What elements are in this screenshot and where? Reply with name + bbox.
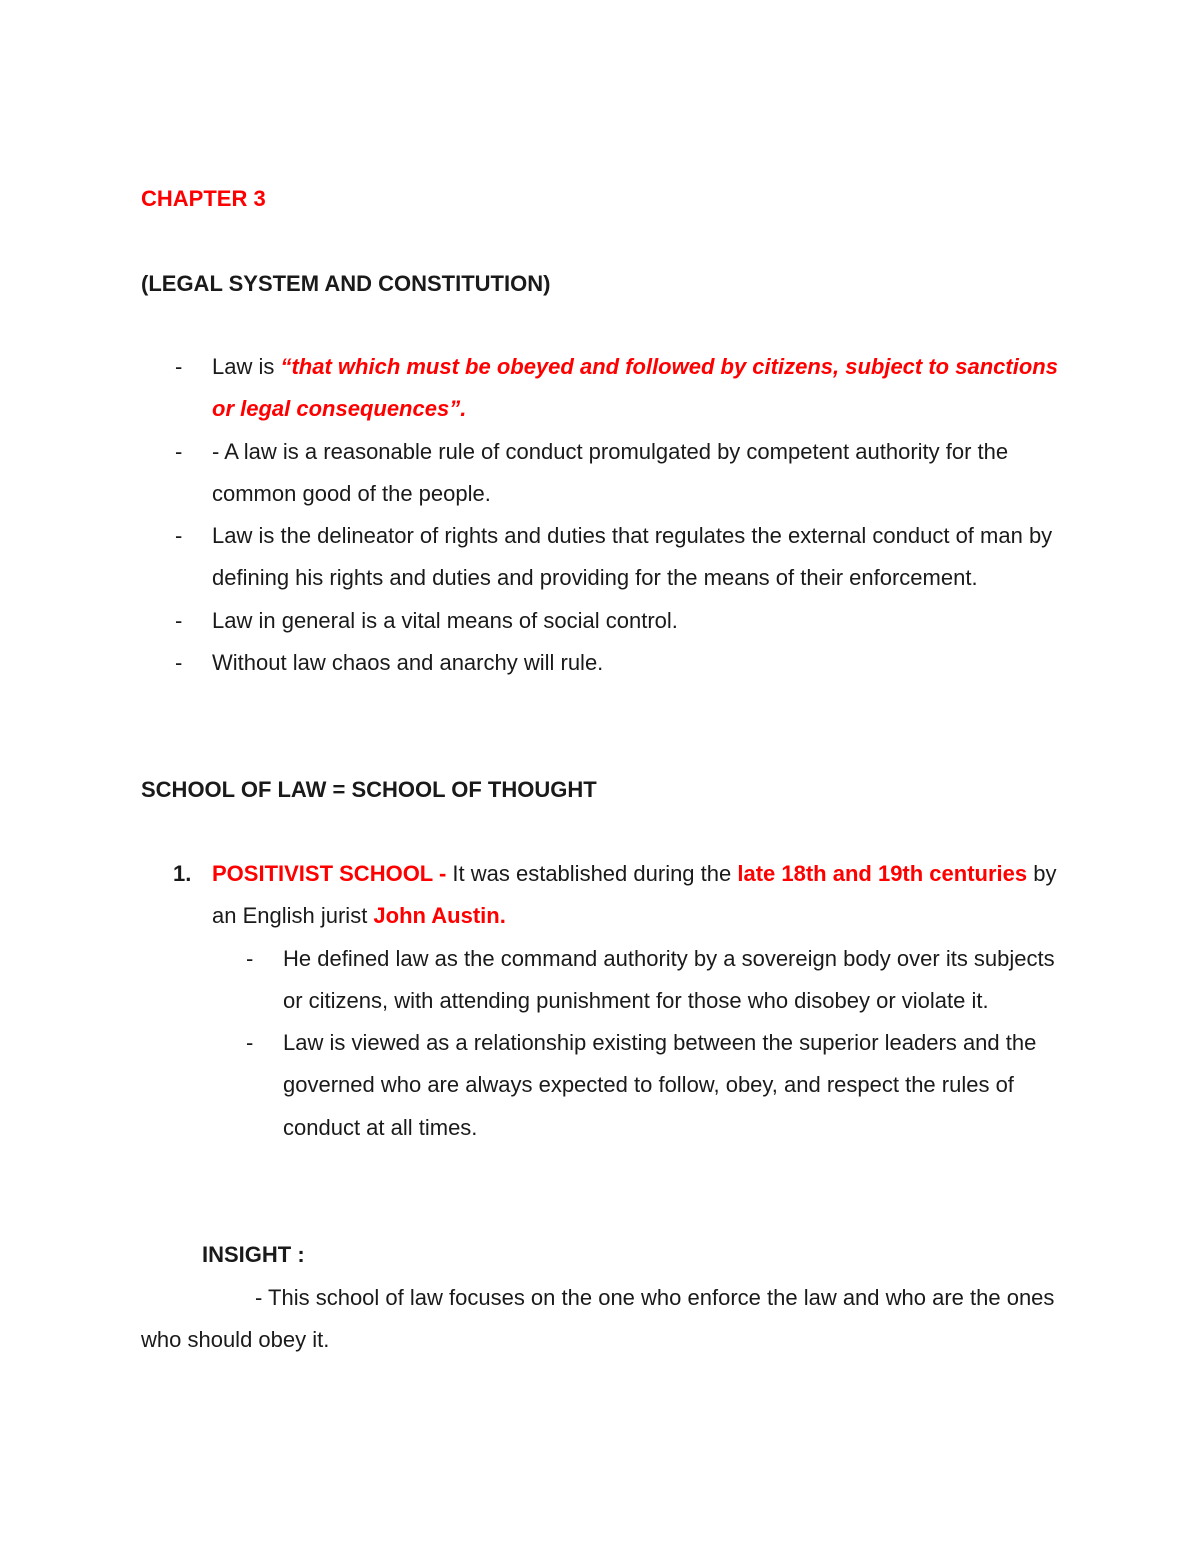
school-name: POSITIVIST SCHOOL - xyxy=(212,861,453,886)
list-item xyxy=(141,853,1071,938)
school-list xyxy=(141,853,1071,1149)
bullet-dash: - xyxy=(175,607,183,633)
chapter-title: CHAPTER 3 xyxy=(141,186,266,211)
list-item xyxy=(141,515,1071,600)
insight-text: - This school of law focuses on the one who enforce the law and who are the ones who should obey it. xyxy=(141,1285,1055,1353)
school-heading: SCHOOL OF LAW = SCHOOL OF THOUGHT xyxy=(141,777,597,802)
list-item xyxy=(141,346,1071,431)
sub-text: Law is viewed as a relationship existing between the superior leaders and the governed who are always expected to follow, obey, and respect the rules of conduct at all times. xyxy=(283,1030,1037,1140)
bullet-text: Without law chaos and anarchy will rule. xyxy=(212,650,604,676)
list-number: 1. xyxy=(173,861,192,886)
sub-list xyxy=(212,938,1071,1149)
bullet-dash: - xyxy=(175,650,183,676)
school-text: It was established during the xyxy=(452,861,738,886)
bullet-dash: - xyxy=(175,354,183,379)
centuries-text: late 18th and 19th centuries xyxy=(737,861,1028,886)
list-item xyxy=(141,431,1071,516)
sub-text: He defined law as the command authority by a sovereign body over its subjects or citizens, with attending punishment for those who disobey or violate it. xyxy=(283,945,1055,1013)
bullet-dash: - xyxy=(175,438,183,464)
law-definition-list xyxy=(141,346,1071,684)
list-item xyxy=(212,1022,1071,1149)
bullet-text: Law is the delineator of rights and duties that regulates the external conduct of man by defining his rights and duties and providing for the means of their enforcement. xyxy=(212,523,1053,591)
bullet-dash: - xyxy=(246,1030,254,1056)
insight-title: INSIGHT : xyxy=(202,1242,305,1267)
list-item xyxy=(141,642,1071,684)
bullet-dash: - xyxy=(246,945,254,971)
bullet-dash: - xyxy=(175,523,183,549)
bullet-text: - A law is a reasonable rule of conduct promulgated by competent authority for the common good of the people. xyxy=(212,438,1009,506)
section-title: (LEGAL SYSTEM AND CONSTITUTION) xyxy=(141,271,551,296)
law-quote: “that which must be obeyed and followed by citizens, subject to sanctions or legal consequences”. xyxy=(212,354,1058,422)
bullet-text-prefix: Law is xyxy=(212,354,281,379)
list-item xyxy=(212,938,1071,1023)
bullet-text: Law in general is a vital means of social control. xyxy=(212,607,678,633)
list-item xyxy=(141,600,1071,642)
jurist-name: John Austin. xyxy=(373,903,506,929)
school-text: by an English jurist xyxy=(212,861,1057,929)
